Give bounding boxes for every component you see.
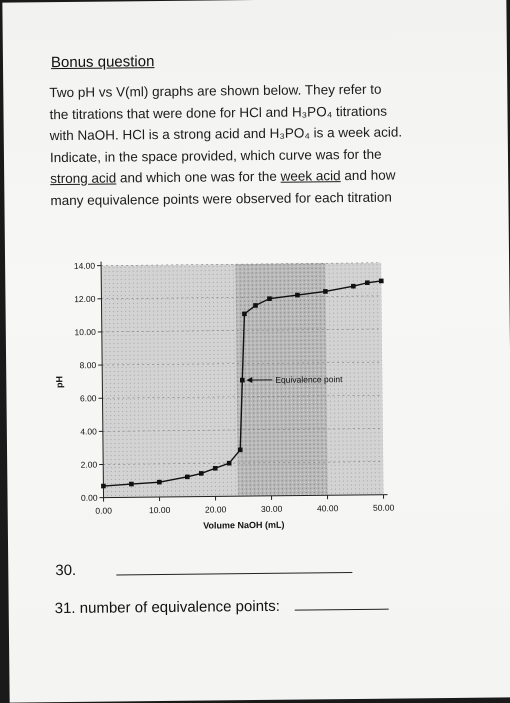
data-point: [185, 475, 190, 480]
x-tick-label: 30.00: [261, 504, 283, 514]
x-axis-title: Volume NaOH (mL): [203, 520, 284, 531]
paragraph-line: the titrations that were done for HCl and H₃PO₄ titrations: [49, 99, 449, 125]
x-tick-label: 0.00: [95, 506, 112, 516]
x-tick-label: 40.00: [317, 503, 339, 513]
y-axis-title: pH: [54, 376, 64, 388]
titration-chart-svg: [35, 246, 438, 550]
paragraph-fragment: and how: [341, 168, 396, 184]
equivalence-point-label: Equivalence point: [275, 374, 343, 385]
data-point: [213, 466, 218, 471]
question-30-label: 30.: [55, 562, 76, 579]
paragraph-line: Indicate, in the space provided, which curve was for the: [50, 142, 450, 168]
data-point: [157, 480, 162, 485]
data-point: [129, 482, 134, 487]
paragraph-line: many equivalence points were observed for each titration: [50, 185, 450, 211]
data-point: [101, 484, 106, 489]
x-tick-label: 50.00: [373, 503, 395, 513]
paragraph-fragment: and which one was for the: [116, 169, 281, 186]
data-point: [227, 461, 232, 466]
y-tick-label: 8.00: [80, 360, 97, 370]
paragraph-line: with NaOH. HCl is a strong acid and H₃PO₄ is a week acid.: [50, 121, 450, 147]
answer-line-30[interactable]: [116, 572, 352, 575]
y-tick-label: 6.00: [80, 393, 97, 403]
data-point: [267, 296, 272, 301]
x-tick-label: 10.00: [149, 505, 171, 515]
titration-chart: [35, 246, 438, 550]
data-point: [351, 284, 356, 289]
paragraph-line: Two pH vs V(ml) graphs are shown below. They refer to: [49, 78, 449, 104]
data-point: [365, 280, 370, 285]
bonus-question-title: Bonus question: [51, 53, 155, 71]
data-point: [253, 303, 258, 308]
x-tick-label: 20.00: [205, 504, 227, 514]
answer-line-31[interactable]: [295, 609, 389, 611]
data-point: [379, 279, 384, 284]
y-tick-label: 12.00: [74, 294, 96, 304]
question-31-label: 31. number of equivalence points:: [55, 598, 280, 617]
week-acid-text: week acid: [281, 168, 341, 184]
strong-acid-text: strong acid: [50, 170, 116, 186]
data-point: [240, 378, 245, 383]
y-tick-label: 14.00: [74, 261, 96, 271]
data-point: [242, 312, 247, 317]
worksheet-page: [2, 0, 510, 703]
data-point: [295, 293, 300, 298]
y-tick-label: 0.00: [81, 493, 98, 503]
data-point: [199, 471, 204, 476]
question-paragraph: [49, 78, 450, 211]
y-tick-label: 10.00: [74, 327, 96, 337]
data-point: [323, 289, 328, 294]
y-tick-label: 2.00: [81, 460, 98, 470]
data-point: [238, 447, 243, 452]
y-tick-label: 4.00: [80, 426, 97, 436]
